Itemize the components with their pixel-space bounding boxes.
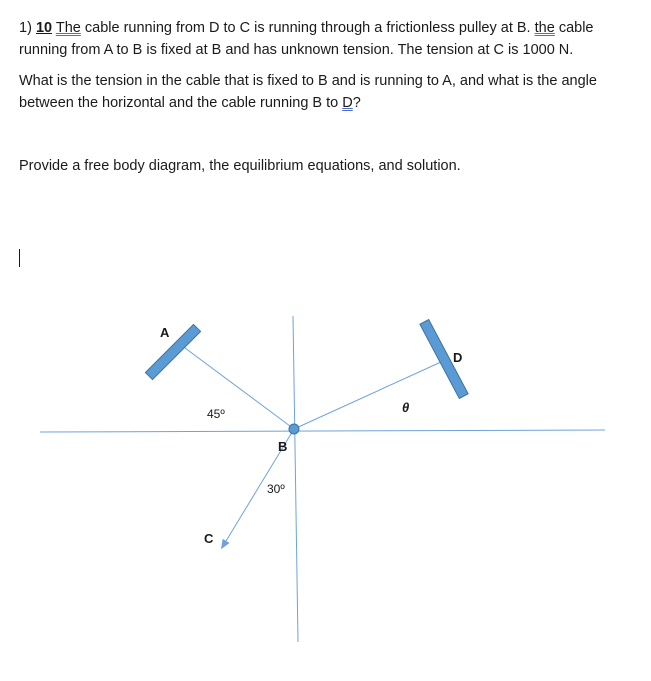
cable-a-to-b: [181, 345, 294, 429]
pulley-b: [289, 424, 299, 434]
label-c: C: [204, 531, 214, 546]
spell-flagged-the-lowercase: the: [534, 20, 555, 36]
angle-theta-label: θ: [402, 400, 410, 415]
angle-a-label: 45º: [207, 407, 225, 421]
horizontal-axis-line: [40, 430, 605, 432]
question-text: What is the tension in the cable that is fixed to B and is running to A, and what is the angle between the horizontal and the cable running B to: [19, 73, 597, 111]
cable-b-to-d: [294, 362, 441, 429]
problem-text-part-b: cable running from A to B is fixed at B and has unknown tension. The tension at C is 1000 N.: [19, 20, 594, 58]
problem-text-part-a: cable running from D to C is running through a frictionless pulley at B.: [84, 20, 531, 36]
label-d: D: [453, 350, 463, 365]
question-d-label: D: [342, 95, 353, 111]
vertical-axis-line: [293, 316, 298, 642]
support-a-wall: [145, 324, 200, 379]
question-mark: ?: [352, 95, 361, 111]
problem-number: 1): [19, 20, 32, 36]
points-value: 10: [35, 20, 53, 36]
instructions-text: Provide a free body diagram, the equilibrium equations, and solution.: [19, 158, 461, 174]
angle-c-label: 30º: [267, 482, 285, 496]
label-b: B: [278, 439, 288, 454]
label-a: A: [160, 325, 170, 340]
spell-flagged-the: The: [55, 20, 81, 36]
